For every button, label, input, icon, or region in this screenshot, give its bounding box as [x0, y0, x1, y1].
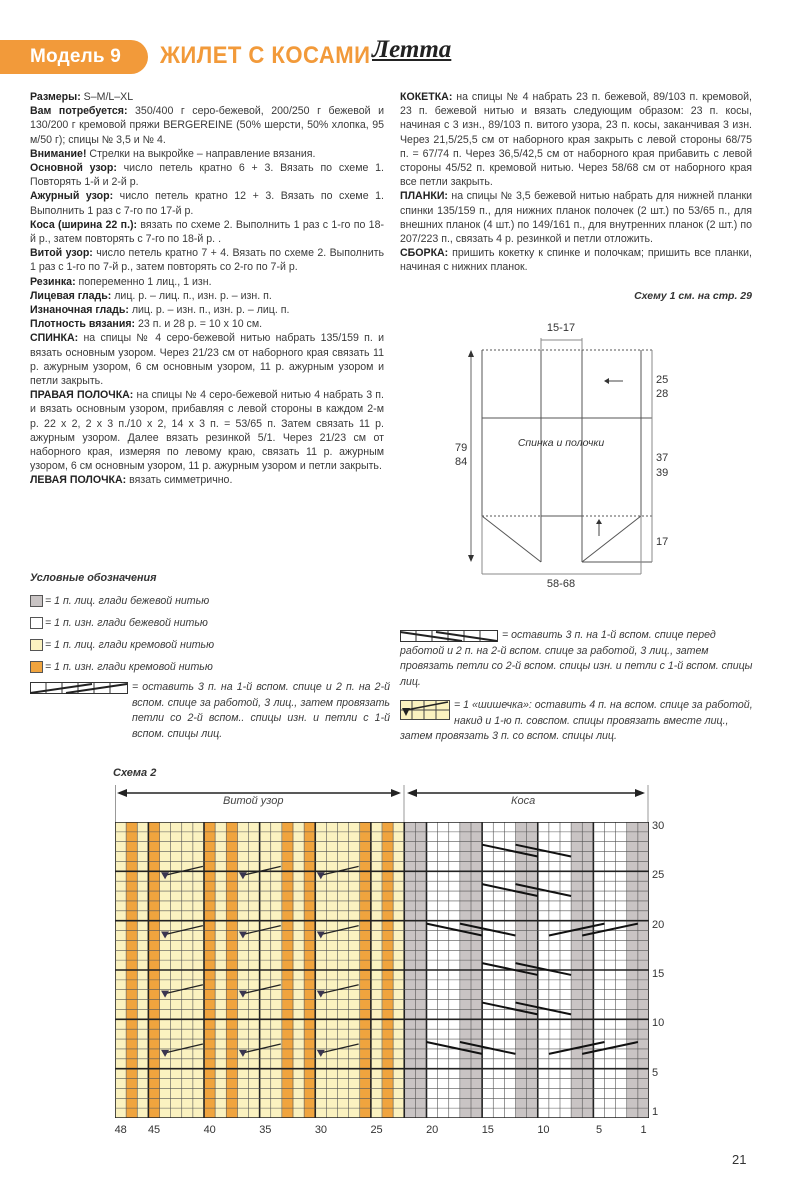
- legend-item-knit-cream: = 1 п. лиц. глади кремовой нитью: [30, 634, 390, 656]
- swatch-white: [30, 617, 43, 629]
- chart-title: Схема 2: [113, 767, 157, 779]
- paragraph-text: лиц. р. – изн. п., изн. р. – лиц. п.: [128, 304, 290, 317]
- legend-item-cable-left: = оставить 3 п. на 1-й вспом. спице и 2 п. на 2-й вспом. спице за работой, 3 лиц., затем провязать петли со 2-й вспом.. спицы изн. и петли с 1-й вспом. спицы лиц.: [30, 680, 390, 742]
- paragraph-text: S–M/L–XL: [80, 91, 134, 103]
- dim-bottom-width: 58-68: [546, 578, 576, 590]
- dim-total-height-2: 84: [455, 456, 468, 468]
- dim-middle-1: 37: [656, 452, 669, 464]
- legend-item-bobble: = 1 «шишечка»: оставить 4 п. на вспом. спице за работой, накид и 1-ю п. совспом. спицы провязать вместе лиц., затем провязать 3 п. со вспом. спицы лиц.: [400, 699, 753, 742]
- swatch-gray: [30, 595, 43, 607]
- dim-total-height-1: 79: [455, 442, 468, 454]
- x-tick-label: 35: [259, 1124, 272, 1136]
- paragraph-text: вязать по схеме 2. Выполнить 1 раз с 1-го по 18-й р., затем повторять с 7-го по 18-й р. .: [30, 218, 384, 246]
- chart-section-header: [115, 785, 649, 822]
- y-tick-label: 5: [652, 1066, 659, 1079]
- paragraph-label: СПИНКА:: [30, 332, 79, 345]
- instructions-left-column: [30, 90, 384, 488]
- paragraph: [30, 331, 384, 388]
- paragraph: [30, 161, 384, 189]
- paragraph-label: ПРАВАЯ ПОЛОЧКА:: [30, 389, 134, 402]
- paragraph-label: СБОРКА:: [400, 247, 449, 260]
- paragraph: [30, 90, 384, 104]
- paragraph-text: 23 п. и 28 р. = 10 х 10 см.: [135, 318, 263, 331]
- model-badge: Модель 9: [0, 40, 148, 74]
- paragraph-label: КОКЕТКА:: [400, 91, 453, 103]
- paragraph: [30, 289, 384, 303]
- legend-item-cable-right: = оставить 3 п. на 1-й вспом. спице перед работой и 2 п. на 2-й вспом. спице за работой, 3 лиц., затем провязать петли со 2-й вспом. спицы изн. и петли с 1-й вспом. спицы лиц.: [400, 629, 753, 688]
- paragraph-label: Вам потребуется:: [30, 105, 128, 118]
- x-tick-label: 30: [314, 1124, 328, 1136]
- schematic-label: Спинка и полочки: [517, 437, 605, 449]
- paragraph-label: Коса (ширина 22 п.):: [30, 218, 138, 231]
- paragraph: [400, 189, 752, 246]
- chart-y-axis: [652, 819, 682, 1122]
- brand-logo: Летта: [372, 36, 452, 63]
- x-tick-label: 45: [147, 1124, 161, 1136]
- garment-schematic: [440, 310, 700, 590]
- paragraph: [30, 104, 384, 147]
- paragraph-text: 350/400 г серо-бежевой, 200/250 г бежевой и 130/200 г кремовой пряжи BERGEREINE (50% шерсти, 50% хлопка, 95 м/50 г); спицы № 3,5 и № 4.: [30, 105, 384, 146]
- swatch-orange: [30, 661, 43, 673]
- dim-upper-1: 25: [656, 374, 669, 386]
- y-tick-label: 25: [652, 869, 665, 882]
- page-number: 21: [732, 1152, 747, 1167]
- paragraph-text: число петель кратно 7 + 4. Вязать по схеме 2. Выполнить 1 раз с 1-го по 7-й р., затем повторять со 2-го по 7-й р.: [30, 247, 385, 274]
- paragraph-text: лиц. р. – лиц. п., изн. р. – изн. п.: [111, 289, 272, 302]
- paragraph-label: ПЛАНКИ:: [400, 190, 448, 203]
- paragraph: [30, 275, 384, 289]
- legend-title: Условные обозначения: [30, 572, 157, 584]
- paragraph-label: Основной узор:: [30, 162, 117, 175]
- paragraph: [30, 388, 384, 473]
- x-tick-label: 15: [481, 1124, 494, 1136]
- paragraph-text: на спицы № 4 серо-бежевой нитью набрать 135/159 п. и вязать основным узором. Через 21/23 см от наборного края связать 11 р. ажурным узором, 6 см основным узором, 11 р. ажурным узором и петли закрыть.: [30, 332, 384, 388]
- paragraph-text: Стрелки на выкройке – направление вязания.: [86, 147, 316, 160]
- instructions-right-column: [400, 90, 752, 275]
- dim-upper-2: 28: [656, 388, 669, 400]
- paragraph: [30, 473, 384, 487]
- legend-item-purl-cream: = 1 п. изн. глади кремовой нитью: [30, 656, 390, 678]
- paragraph-label: Резинка:: [30, 275, 76, 288]
- paragraph: [30, 218, 384, 246]
- cable-left-icon: [30, 682, 128, 694]
- paragraph-text: пришить кокетку к спинке и полочкам; пришить все планки, начиная с нижних планок.: [400, 247, 752, 274]
- bobble-icon: [400, 700, 450, 720]
- legend-item-purl-beige-gray: = 1 п. лиц. глади бежевой нитью: [30, 590, 390, 612]
- section-label-cable: Коса: [511, 795, 536, 807]
- chart-x-axis: [115, 1124, 649, 1140]
- paragraph: [400, 90, 752, 189]
- x-tick-label: 10: [537, 1124, 550, 1136]
- dim-top-width: 15-17: [546, 322, 576, 334]
- paragraph-text: на спицы № 4 набрать 23 п. бежевой, 89/103 п. кремовой, 23 п. бежевой нитью и вязать следующим образом: 23 п. косы, начиная с 3 изн., 89/103 п. витого узора, 23 п. косы, заканчивая 3 изн. Через 21,5/25,5 см от наборного края закрыть с левой стороны 68/75 п. = 67/74 п. Через 36,5/42,5 см от наборного края прибавить с левой стороны 45/52 п. кремовой нитью. Через 58/68 см от наборного края все петли закрыть.: [400, 91, 752, 189]
- paragraph-text: вязать симметрично.: [126, 474, 233, 487]
- dim-middle-2: 39: [656, 467, 669, 479]
- y-tick-label: 20: [652, 918, 665, 931]
- paragraph: [30, 303, 384, 317]
- paragraph-label: Лицевая гладь:: [30, 289, 112, 302]
- x-tick-label: 1: [640, 1124, 647, 1136]
- paragraph-text: на спицы № 3,5 бежевой нитью набрать для нижней планки спинки 135/159 п., для нижних планок полочек (2 шт.) по 53/65 п., для внешних планок (4 шт.) по 149/161 п., для внутренних планок (2 шт.) по 207/223 п., связать 4 р. резинкой и петли отложить.: [400, 190, 752, 246]
- x-tick-label: 25: [370, 1124, 383, 1136]
- paragraph-text: число петель кратно 12 + 3. Вязать по схеме 1. Выполнить 1 раз с 7-го по 17-й р.: [30, 190, 384, 217]
- x-tick-label: 20: [426, 1124, 439, 1136]
- page-title: ЖИЛЕТ С КОСАМИ: [160, 42, 371, 69]
- knitting-chart-grid: [115, 822, 649, 1118]
- y-tick-label: 30: [652, 819, 665, 832]
- paragraph: [400, 246, 752, 274]
- paragraph-label: Ажурный узор:: [30, 190, 114, 203]
- paragraph: [30, 189, 384, 217]
- paragraph: [30, 246, 384, 274]
- x-tick-label: 5: [595, 1124, 603, 1136]
- paragraph-label: Внимание!: [30, 147, 87, 160]
- paragraph-text: попеременно 1 лиц., 1 изн.: [75, 275, 212, 288]
- legend-item-purl-beige-white: = 1 п. изн. глади бежевой нитью: [30, 612, 390, 634]
- paragraph: [30, 147, 384, 161]
- paragraph-text: на спицы № 4 серо-бежевой нитью 4 набрать 3 п. и вязать основным узором, прибавляя с левой стороны в каждом 2-м р. 22 х 2, 2 х 3 п./10 х 2, 14 х 3 п. = 53/65 п. Затем связать 11 р. ажурным узором. Далее вязать резинкой 5/1. Через 21/23 см от наборного края, измеряя по левому краю, связать 11 р. ажурным узором, 6 см основным узором, 11 р. ажурным узором и петли закрыть.: [30, 389, 384, 473]
- paragraph-label: ЛЕВАЯ ПОЛОЧКА:: [30, 474, 127, 487]
- paragraph-text: число петель кратно 6 + 3. Вязать по схеме 1. Повторять 1-й и 2-й р.: [30, 162, 384, 189]
- cable-right-icon: [400, 630, 498, 642]
- paragraph: [30, 317, 384, 331]
- swatch-cream: [30, 639, 43, 651]
- dim-lower: 17: [656, 536, 669, 548]
- y-tick-label: 10: [652, 1017, 665, 1030]
- paragraph-label: Изнаночная гладь:: [30, 304, 129, 317]
- y-tick-label: 1: [652, 1106, 659, 1119]
- paragraph-label: Плотность вязания:: [30, 318, 136, 331]
- section-label-twisted: Витой узор: [223, 795, 284, 807]
- scheme-reference: Схему 1 см. на стр. 29: [634, 290, 752, 302]
- paragraph-label: Витой узор:: [30, 247, 93, 260]
- x-tick-label: 40: [203, 1124, 216, 1136]
- legend: [30, 572, 390, 742]
- y-tick-label: 15: [652, 967, 665, 980]
- legend-continued: [400, 628, 755, 753]
- x-tick-label: 48: [114, 1124, 127, 1136]
- paragraph-label: Размеры:: [30, 91, 81, 103]
